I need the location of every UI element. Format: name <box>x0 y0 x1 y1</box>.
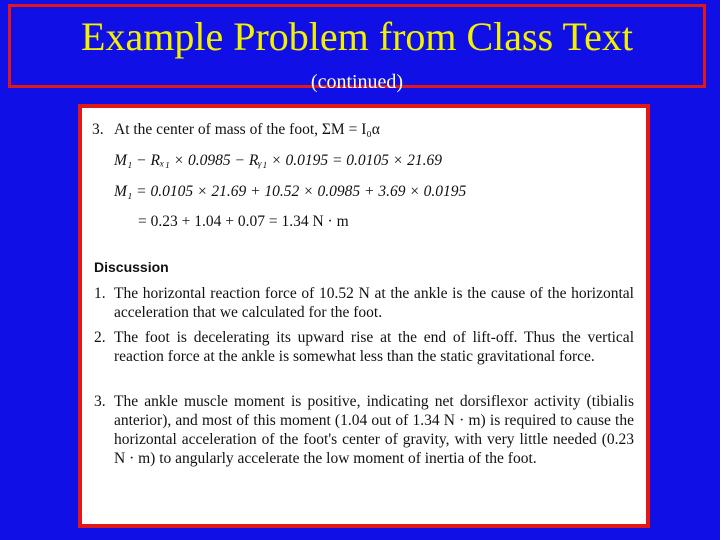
textbook-excerpt <box>78 104 650 528</box>
discussion-item-text: The horizontal reaction force of 10.52 N at the ankle is the cause of the horizontal acceleration that we calculated for the foot. <box>114 285 634 321</box>
slide-title: Example Problem from Class Text <box>81 14 633 59</box>
discussion-item-text: The ankle muscle moment is positive, indicating net dorsiflexor activity (tibialis anterior), and most of this moment (1.04 out of 1.34 N · m) is required to cause the horizontal acceleration of the foot's center of gravity, with very little needed (0.23 N · m) to angularly accelerate the low moment of inertia of the foot. <box>114 393 634 467</box>
title-frame <box>8 4 706 93</box>
discussion-item-text: The foot is decelerating its upward rise at the end of lift-off. Thus the vertical reaction force at the ankle is somewhat less than the static gravitational force. <box>114 329 634 365</box>
equation-line: M₁ − Rₓ₁ × 0.0985 − Rᵧ₁ × 0.0195 = 0.0105 × 21.69 <box>114 152 442 169</box>
equation-line: M₁ = 0.0105 × 21.69 + 10.52 × 0.0985 + 3.69 × 0.0195 <box>114 183 467 200</box>
discussion-heading: Discussion <box>94 259 169 275</box>
discussion-item-number: 3. <box>94 393 106 410</box>
equation-result: = 0.23 + 1.04 + 0.07 = 1.34 N · m <box>138 213 349 230</box>
step-statement: At the center of mass of the foot, ΣM = I₀α <box>114 121 380 138</box>
discussion-item-number: 1. <box>94 285 106 302</box>
step-number: 3. <box>92 121 104 138</box>
discussion-item-number: 2. <box>94 329 106 346</box>
slide-subtitle: (continued) <box>310 71 404 93</box>
